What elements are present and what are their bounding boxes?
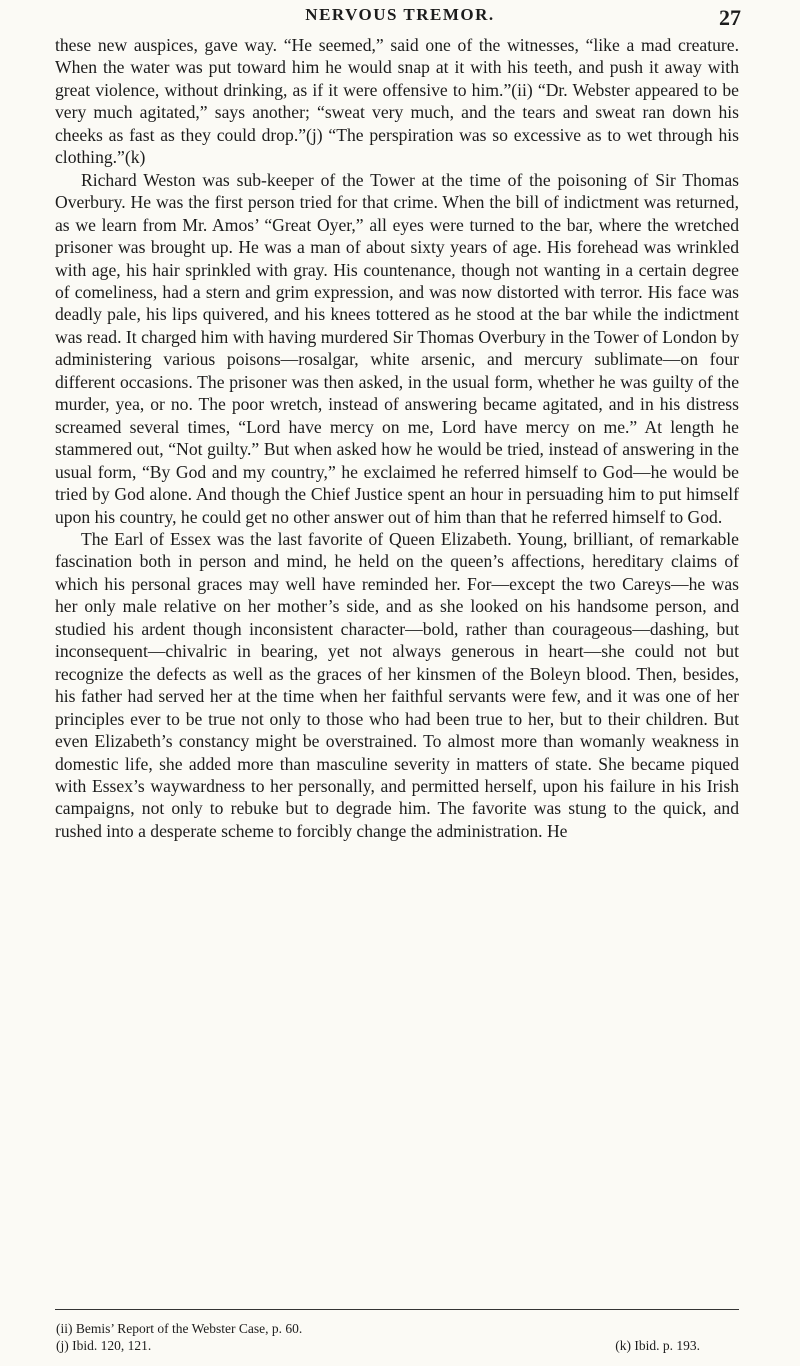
- footnote-row: [56, 1337, 740, 1354]
- page-number: 27: [719, 5, 741, 30]
- page-header: [0, 5, 800, 31]
- footnotes: [56, 1320, 740, 1354]
- paragraph-webster-continued: these new auspices, gave way. “He seemed,” said one of the witnesses, “like a mad creature. When the water was put toward him he would snap at it with his teeth, and push it away with great violence, without drinking, as if it were offensive to him.”(ii) “Dr. Webster appeared to be very much agitated,” says another; “sweat very much, and the tears and sweat ran down his cheeks as fast as they could drop.”(j) “The perspiration was so excessive as to wet through his clothing.”(k): [55, 35, 739, 168]
- paragraph-weston: Richard Weston was sub-keeper of the Tower at the time of the poisoning of Sir Thomas Overbury. He was the first person tried for that crime. When the bill of indictment was returned, as we learn from Mr. Amos’ “Great Oyer,” all eyes were turned to the bar, where the wretched prisoner was brought up. He was a man of about sixty years of age. His forehead was wrinkled with age, his hair sprinkled with gray. His countenance, though not wanting in a certain degree of comeliness, had a stern and grim expression, and was now distorted with terror. His face was deadly pale, his lips quivered, and his knees tottered as he stood at the bar while the indictment was read. It charged him with having murdered Sir Thomas Overbury in the Tower of London by administering various poisons—rosalgar, white arsenic, and mercury sublimate—on four different occasions. The prisoner was then asked, in the usual form, whether he was guilty of the murder, yea, or no. The poor wretch, instead of answering became agitated, and in his distress screamed several times, “Lord have mercy on me, Lord have mercy on me.” At length he stammered out, “Not guilty.” But when asked how he would be tried, instead of answering in the usual form, “By God and my country,” he exclaimed he referred himself to God—he would be tried by God alone. And though the Chief Justice spent an hour in persuading him to put himself upon his country, he could get no other answer out of him than that he referred himself to God.: [55, 169, 739, 527]
- body-text: [55, 34, 739, 842]
- paragraph-essex: The Earl of Essex was the last favorite of Queen Elizabeth. Young, brilliant, of remarkable fascination both in person and mind, he held on the queen’s affections, hereditary claims of which his personal graces may well have reminded her. For—except the two Careys—he was her only male relative on her mother’s side, and as she looked on his handsome person, and studied his ardent though inconsistent character—bold, rather than courageous—dashing, but inconsequent—chivalric in bearing, yet not always generous in heart—she could not but recognize the defects as well as the graces of her kinsmen of the Boleyn blood. Then, besides, his father had served her at the time when her faithful servants were few, and it was one of her principles ever to be true not only to those who had been true to her, but to their children. But even Elizabeth’s constancy might be overstrained. To almost more than womanly weakness in domestic life, she added more than masculine severity in matters of state. She became piqued with Essex’s waywardness to her personally, and permitted herself, upon his failure in his Irish campaigns, not only to rebuke but to degrade him. The favorite was stung to the quick, and rushed into a desperate scheme to forcibly change the administration. He: [55, 528, 739, 841]
- footnote-k: (k) Ibid. p. 193.: [615, 1338, 700, 1353]
- footnote-rule: [55, 1309, 739, 1310]
- footnote-j: (j) Ibid. 120, 121.: [56, 1338, 152, 1353]
- running-head: NERVOUS TREMOR.: [305, 5, 495, 24]
- footnote-ii: (ii) Bemis’ Report of the Webster Case, p. 60.: [56, 1321, 303, 1336]
